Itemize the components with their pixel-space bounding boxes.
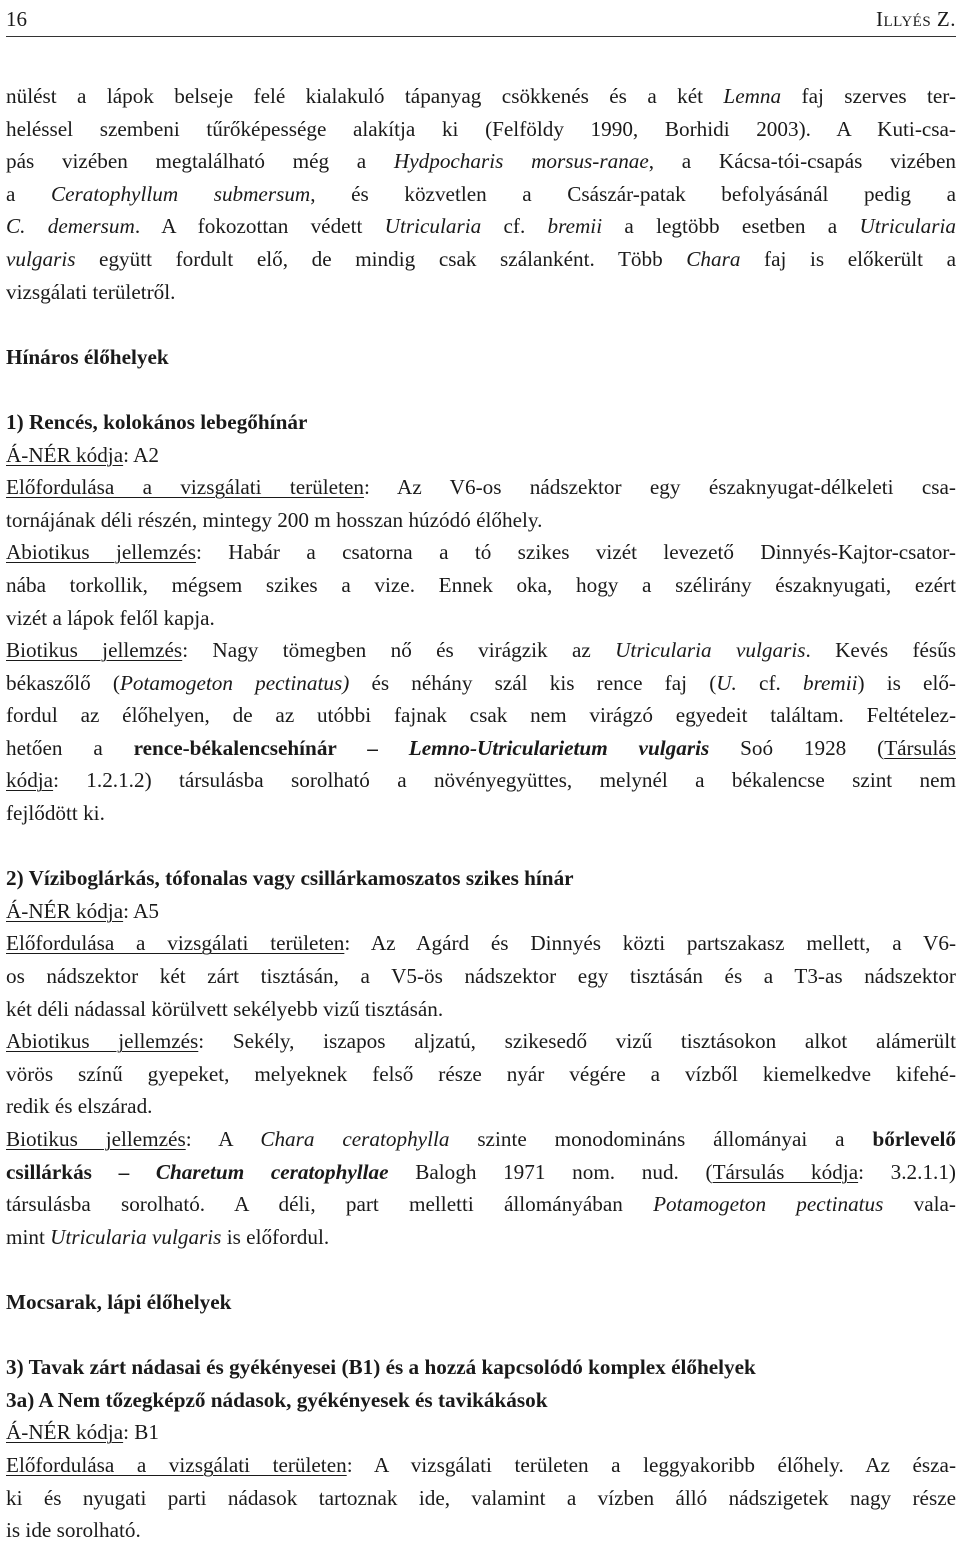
habitat-3-aner: Á-NÉR kódja: B1 <box>6 1420 160 1445</box>
habitat-2-biotic: Biotikus jellemzés: A Chara ceratophylla szinte monodomináns állományai a bőrlevelő csillárkás – Charetum ceratophyllae Balogh 1971 nom. nud. (Társulás kódja: 3.2.1.1) társulásba sorolható. A déli, part melletti állományában Potamogeton pectinatus vala- mint Utricularia vulgaris is előfordul. <box>6 1127 956 1249</box>
running-head-author: Illyés Z. <box>876 7 956 31</box>
habitat-2-abiotic: Abiotikus jellemzés: Sekély, iszapos aljzatú, szikesedő vizű tisztásokon alkot alámerült vörös színű gyepeket, melyeknek felső része nyár végére a vízből kiemelkedve kifehé- redik és elszárad. <box>6 1029 956 1119</box>
text-line: vizsgálati területről. <box>6 279 176 304</box>
section-heading-hinaros: Hínáros élőhelyek <box>6 344 169 369</box>
habitat-2-occurrence: Előfordulása a vizsgálati területen: Az Agárd és Dinnyés közti partszakasz mellett, a V6- os nádszektor két zárt tisztásán, a V5-ös nádszektor egy tisztásán és a T3-as nádszektor két déli nádassal körülvett sekélyebb vizű tisztásán. <box>6 931 957 1021</box>
habitat-3-title: 3) Tavak zárt nádasai és gyékényesei (B1) és a hozzá kapcsolódó komplex élőhelyek <box>6 1355 756 1380</box>
text-line: a Ceratophyllum submersum, és közvetlen a Császár-patak befolyásánál pedig a <box>6 181 957 206</box>
document-body <box>6 80 956 1547</box>
page-number: 16 <box>6 7 27 31</box>
habitat-3-occurrence: Előfordulása a vizsgálati területen: A vizsgálati területen a leggyakoribb élőhely. Az észa- ki és nyugati parti nádasok tartoznak ide, valamint a vízben álló nádszigetek nagy része is ide sorolható. <box>6 1452 956 1543</box>
text-line: nülést a lápok belseje felé kialakuló tápanyag csökkenés és a két Lemna faj szerves ter- <box>6 84 956 108</box>
text-line: C. demersum. A fokozottan védett Utricularia cf. bremii a legtöbb esetben a Utricularia <box>6 214 956 239</box>
habitat-1-occurrence: Előfordulása a vizsgálati területen: Az V6-os nádszektor egy északnyugat-délkeleti csa- tornájának déli részén, mintegy 200 m hosszan húzódó élőhely. <box>6 475 956 532</box>
habitat-2-aner: Á-NÉR kódja: A5 <box>6 898 160 923</box>
habitat-3a-subtitle: 3a) A Nem tőzegképző nádasok, gyékényesek és tavikákások <box>6 1387 548 1412</box>
habitat-2-title: 2) Víziboglárkás, tófonalas vagy csillárkamoszatos szikes hínár <box>6 866 574 891</box>
habitat-1-title: 1) Rencés, kolokános lebegőhínár <box>6 409 308 434</box>
habitat-1-biotic: Biotikus jellemzés: Nagy tömegben nő és virágzik az Utricularia vulgaris. Kevés fésűs békaszőlő (Potamogeton pectinatus) és néhány szál kis rence faj (U. cf. bremii) is elő- fordul az élőhelyen, de az utóbbi fajnak csak nem virágzó egyedeit találtam. Feltételez- hetően a rence-békalencsehínár – Lemno-Utricularietum vulgaris Soó 1928 (Társulás kódja: 1.2.1.2) társulásba sorolható a növényegyüttes, melynél a békalencse szint nem fejlődött ki. <box>6 638 956 826</box>
text-line: vulgaris együtt fordult elő, de mindig csak szálanként. Több Chara faj is előkerült a <box>6 246 956 271</box>
section-heading-mocsarak: Mocsarak, lápi élőhelyek <box>6 1289 232 1314</box>
intro-paragraph <box>6 80 956 308</box>
header-rule <box>6 36 956 37</box>
habitat-1-abiotic: Abiotikus jellemzés: Habár a csatorna a tó szikes vizét levezető Dinnyés-Kajtor-csator- nába torkollik, mégsem szikes a vize. Ennek oka, hogy a szélirány északnyugati, ezért vizét a lápok felől kapja. <box>6 540 956 630</box>
running-head <box>6 4 956 34</box>
text-line: heléssel szembeni tűrőképessége alakítja ki (Felföldy 1990, Borhidi 2003). A Kuti-csa- <box>6 116 956 141</box>
text-line: pás vizében megtalálható még a Hydpocharis morsus-ranae, a Kácsa-tói-csapás vizében <box>6 149 956 174</box>
habitat-1-aner: Á-NÉR kódja: A2 <box>6 442 160 467</box>
